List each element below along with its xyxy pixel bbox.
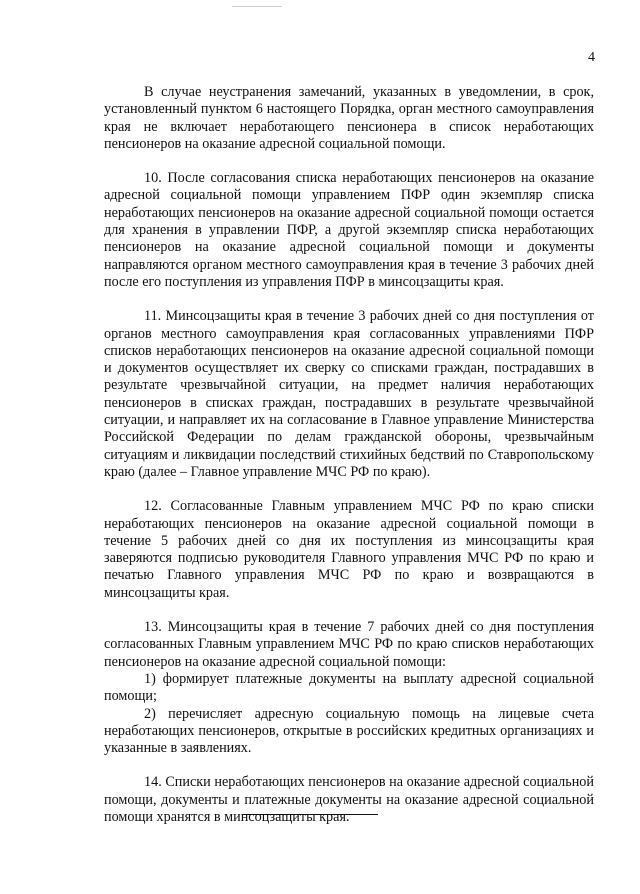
paragraph-11: 11. Минсоцзащиты края в течение 3 рабочих дней со дня поступления от органов местного самоуправления края согласованных управлениями ПФР списков неработающих пенсионеров на оказание адресной социальной помощи и документов осуществляет их сверку со списками граждан, пострадавших в результате чрезвычайной ситуации, на предмет наличия неработающих пенсионеров в списках граждан, пострадавших в результате чрезвычайной ситуации, и направляет их на согласование в Главное управление Министерства Российской Федерации по делам гражданской обороны, чрезвычайным ситуациям и ликвидации последствий стихийных бедствий по Ставропольскому краю (далее – Главное управление МЧС РФ по краю). (104, 308, 594, 480)
end-of-document-rule (242, 814, 378, 815)
paragraph-14: 14. Списки неработающих пенсионеров на оказание адресной социальной помощи, документы и платежные документы на оказание адресной социальной помощи хранятся в минсоцзащиты края. (104, 774, 594, 825)
paragraph-9-continuation: В случае неустранения замечаний, указанных в уведомлении, в срок, установленный пунктом 6 настоящего Порядка, орган местного самоуправления края не включает неработающего пенсионера в список неработающих пенсионеров на оказание адресной социальной помощи. (104, 84, 594, 152)
paragraph-13-item-1: 1) формирует платежные документы на выплату адресной социальной помощи; (104, 670, 594, 705)
paragraph-10: 10. После согласования списка неработающих пенсионеров на оказание адресной социальной помощи управлением ПФР один экземпляр списка неработающих пенсионеров на оказание адресной социальной помощи остается для хранения в управлении ПФР, а другой экземпляр списка неработающих пенсионеров на оказание адресной социальной помощи и документы направляются органом местного самоуправления края в течение 3 рабочих дней после его поступления из управления ПФР в минсоцзащиты края. (104, 170, 594, 290)
paragraph-13-intro: 13. Минсоцзащиты края в течение 7 рабочих дней со дня поступления согласованных Главным управлением МЧС РФ по краю списков неработающих пенсионеров на оказание адресной социальной помощи: (104, 619, 594, 670)
paragraph-12: 12. Согласованные Главным управлением МЧС РФ по краю списки неработающих пенсионеров на оказание адресной социальной помощи в течение 5 рабочих дней со дня их поступления из минсоцзащиты края заверяются подписью руководителя Главного управления МЧС РФ по краю и печатью Главного управления МЧС РФ по краю и возвращаются в минсоцзащиты края. (104, 498, 594, 601)
scan-artifact-mark (232, 6, 282, 7)
paragraph-13-item-2: 2) перечисляет адресную социальную помощь на лицевые счета неработающих пенсионеров, открытые в российских кредитных организациях и указанные в заявлениях. (104, 705, 594, 757)
page-number: 4 (588, 50, 595, 65)
document-body (104, 84, 594, 826)
